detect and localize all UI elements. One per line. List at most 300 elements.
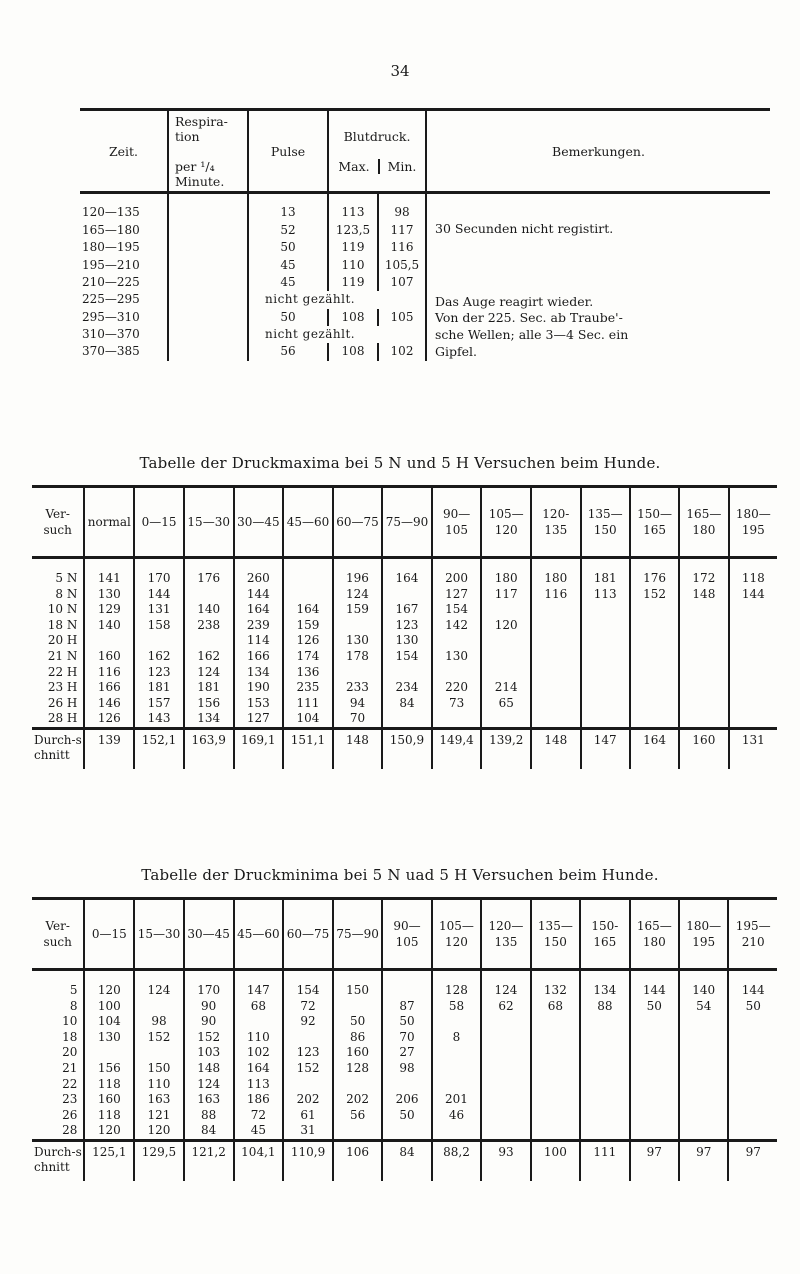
average-cell: 129,5 [134, 1140, 184, 1181]
header-cell: 45—60 [283, 487, 333, 558]
data-cell: 181 [581, 558, 630, 587]
page-number: 34 [390, 62, 410, 80]
min-cell: 107 [378, 274, 426, 291]
data-cell: 134 [580, 970, 630, 999]
row-label: 20 H [47, 633, 78, 648]
data-cell: 143 [134, 711, 184, 728]
data-cell: 201 [432, 1092, 482, 1108]
data-cell [432, 1123, 482, 1140]
data-cell: 190 [234, 680, 284, 696]
data-cell [283, 558, 333, 587]
header-cell: 60—75 [283, 899, 333, 970]
data-cell [679, 618, 728, 634]
row-label: 28 [62, 1123, 78, 1138]
data-cell: 124 [184, 665, 234, 681]
data-cell [729, 665, 777, 681]
data-cell: 134 [184, 711, 234, 728]
data-cell [333, 1123, 382, 1140]
data-cell: 142 [432, 618, 482, 634]
data-cell: 126 [84, 711, 134, 728]
header-cell: 180—195 [729, 487, 777, 558]
row-label: 18 N [47, 617, 78, 632]
data-cell [679, 633, 728, 649]
data-cell: 120 [84, 1123, 134, 1140]
table-row [32, 1014, 777, 1030]
data-cell: 103 [184, 1045, 234, 1061]
data-cell: 124 [481, 970, 530, 999]
col-respiration: Respira-tion per ¹/₄ Minute. [168, 110, 248, 193]
table-row [32, 1092, 777, 1108]
row-label: 8 [69, 998, 78, 1013]
pulse-cell: 56 [248, 343, 328, 360]
table2-caption: Tabelle der Druckmaxima bei 5 N und 5 H Versuchen beim Hunde. [139, 454, 661, 472]
data-cell [531, 1061, 580, 1077]
data-cell [531, 1014, 580, 1030]
data-cell: 180 [481, 558, 531, 587]
header-cell: 45—60 [234, 899, 284, 970]
average-cell: 131 [729, 728, 777, 769]
data-cell: 104 [283, 711, 333, 728]
remark-line: Das Auge reagirt wieder. [435, 293, 594, 309]
max-cell: 119 [328, 239, 378, 256]
data-cell: 170 [184, 970, 234, 999]
data-cell: 146 [84, 696, 134, 712]
table-row [32, 1045, 777, 1061]
data-cell [729, 680, 777, 696]
col-max: Max. [338, 158, 370, 174]
zeit-cell: 195—210 [82, 257, 140, 272]
data-cell: 214 [481, 680, 531, 696]
data-cell [580, 1045, 630, 1061]
header-cell: 15—30 [184, 487, 234, 558]
data-cell: 73 [432, 696, 482, 712]
row-label: 18 [62, 1029, 78, 1044]
row-label: 23 H [47, 680, 78, 695]
data-cell [481, 1014, 530, 1030]
data-cell [581, 696, 630, 712]
average-cell: 147 [581, 728, 630, 769]
header-cell: 165—180 [630, 899, 679, 970]
data-cell [134, 633, 184, 649]
data-cell: 118 [84, 1077, 134, 1093]
data-cell [679, 649, 728, 665]
data-cell: 160 [84, 649, 134, 665]
data-cell: 152 [184, 1030, 234, 1046]
col-blutdruck: Blutdruck. Max. Min. [328, 110, 426, 193]
data-cell [333, 665, 382, 681]
average-label: Durch-schnitt [32, 728, 84, 769]
data-cell: 167 [382, 602, 432, 618]
data-cell [531, 665, 580, 681]
data-cell [481, 665, 531, 681]
data-cell: 131 [134, 602, 184, 618]
data-cell [679, 680, 728, 696]
data-cell [581, 602, 630, 618]
data-cell: 121 [134, 1108, 184, 1124]
per-label: per ¹/₄ Minute. [175, 158, 225, 189]
data-cell: 160 [333, 1045, 382, 1061]
data-cell [729, 696, 777, 712]
data-cell [728, 1092, 777, 1108]
data-cell: 88 [184, 1108, 234, 1124]
average-cell: 121,2 [184, 1140, 234, 1181]
data-cell: 206 [382, 1092, 431, 1108]
row-label: 21 [62, 1060, 78, 1075]
average-cell: 152,1 [134, 728, 184, 769]
data-cell: 129 [84, 602, 134, 618]
table-row [32, 1077, 777, 1093]
data-cell: 150 [333, 970, 382, 999]
data-cell: 70 [333, 711, 382, 728]
data-cell [481, 1123, 530, 1140]
data-cell: 110 [134, 1077, 184, 1093]
row-label: 22 [62, 1076, 78, 1091]
data-cell: 202 [333, 1092, 382, 1108]
respiration-cell [168, 343, 248, 360]
data-cell [728, 1077, 777, 1093]
data-cell: 152 [630, 587, 679, 603]
zeit-cell: 180—195 [82, 240, 140, 255]
data-cell: 114 [234, 633, 284, 649]
data-cell [184, 633, 234, 649]
data-cell [729, 618, 777, 634]
data-cell: 130 [84, 587, 134, 603]
pulse-cell: 50 [248, 239, 328, 256]
data-cell: 239 [234, 618, 284, 634]
data-cell: 181 [184, 680, 234, 696]
respiration-cell [168, 274, 248, 291]
data-cell [630, 1092, 679, 1108]
header-cell: 60—75 [333, 487, 382, 558]
average-label: Durch-schnitt [32, 1140, 84, 1181]
remarks-cell [426, 193, 770, 361]
data-cell: 150 [134, 1061, 184, 1077]
data-cell [531, 1092, 580, 1108]
data-cell: 164 [382, 558, 432, 587]
min-cell: 105 [378, 309, 426, 326]
data-cell: 90 [184, 999, 234, 1015]
row-label: 22 H [47, 664, 78, 679]
data-cell: 148 [184, 1061, 234, 1077]
data-cell [581, 633, 630, 649]
respiration-cell [168, 291, 248, 308]
header-cell: 165—180 [679, 487, 728, 558]
average-cell: 148 [531, 728, 580, 769]
max-cell: 123,5 [328, 222, 378, 239]
data-cell [581, 680, 630, 696]
table-row [32, 680, 777, 696]
data-cell: 152 [283, 1061, 333, 1077]
data-cell: 111 [283, 696, 333, 712]
data-cell: 46 [432, 1108, 482, 1124]
zeit-cell: 120—135 [82, 205, 140, 219]
data-cell [481, 1108, 530, 1124]
data-cell [679, 696, 728, 712]
header-cell: 75—90 [382, 487, 432, 558]
header-cell: 105—120 [481, 487, 531, 558]
data-cell [679, 1061, 728, 1077]
data-cell [481, 633, 531, 649]
data-cell [580, 1061, 630, 1077]
table-row [32, 711, 777, 728]
average-cell: 104,1 [234, 1140, 284, 1181]
data-cell: 140 [84, 618, 134, 634]
data-cell: 92 [283, 1014, 333, 1030]
data-cell: 152 [134, 1030, 184, 1046]
data-cell: 164 [283, 602, 333, 618]
min-cell: 117 [378, 222, 426, 239]
max-cell: 108 [328, 343, 378, 360]
col-zeit: Zeit. [80, 110, 168, 193]
data-cell: 70 [382, 1030, 431, 1046]
data-cell: 124 [134, 970, 184, 999]
data-cell [382, 665, 432, 681]
table-row [32, 1108, 777, 1124]
data-cell: 144 [728, 970, 777, 999]
header-cell: 30—45 [234, 487, 284, 558]
data-cell [382, 970, 431, 999]
data-cell: 186 [234, 1092, 284, 1108]
data-cell [729, 711, 777, 728]
data-cell: 50 [382, 1014, 431, 1030]
table-row [32, 970, 777, 999]
data-cell: 163 [134, 1092, 184, 1108]
data-cell [630, 1030, 679, 1046]
pulse-cell: nicht gezählt. [248, 291, 426, 308]
data-cell: 123 [134, 665, 184, 681]
data-cell: 72 [283, 999, 333, 1015]
data-cell [382, 587, 432, 603]
remark-line: sche Wellen; alle 3—4 Sec. ein [435, 327, 629, 343]
min-cell: 116 [378, 239, 426, 256]
data-cell [84, 633, 134, 649]
data-cell: 113 [234, 1077, 284, 1093]
table-row [32, 618, 777, 634]
row-label: 26 H [47, 695, 78, 710]
table-row [32, 602, 777, 618]
data-cell: 140 [679, 970, 728, 999]
data-cell [531, 649, 580, 665]
data-cell: 144 [234, 587, 284, 603]
remark-line: Von der 225. Sec. ab Traube'- [435, 310, 623, 326]
average-cell: 151,1 [283, 728, 333, 769]
header-cell: 135—150 [531, 899, 580, 970]
data-cell [234, 1014, 284, 1030]
data-cell: 260 [234, 558, 284, 587]
header-cell: Ver-such [32, 899, 84, 970]
data-cell: 116 [531, 587, 580, 603]
data-cell: 180 [531, 558, 580, 587]
data-cell: 162 [134, 649, 184, 665]
remark-line: Gipfel. [435, 343, 477, 359]
data-cell [481, 602, 531, 618]
data-cell [679, 1092, 728, 1108]
data-cell [580, 1123, 630, 1140]
data-cell: 164 [234, 602, 284, 618]
row-label: 5 N [55, 571, 78, 585]
data-cell [432, 665, 482, 681]
col-bemerkungen: Bemerkungen. [426, 110, 770, 193]
data-cell: 45 [234, 1123, 284, 1140]
data-cell: 202 [283, 1092, 333, 1108]
data-cell: 120 [84, 970, 134, 999]
data-cell: 134 [234, 665, 284, 681]
table-row [32, 587, 777, 603]
data-cell [729, 649, 777, 665]
header-cell: normal [84, 487, 134, 558]
data-cell [728, 1014, 777, 1030]
data-cell [729, 602, 777, 618]
data-cell [728, 1108, 777, 1124]
row-label: 10 [62, 1014, 78, 1029]
data-cell: 166 [234, 649, 284, 665]
table-row [32, 1123, 777, 1140]
row-label: 28 H [47, 711, 78, 726]
average-row [32, 1140, 777, 1181]
data-cell [630, 1045, 679, 1061]
header-cell: 105—120 [432, 899, 482, 970]
data-cell: 126 [283, 633, 333, 649]
data-cell [679, 1077, 728, 1093]
data-cell [581, 711, 630, 728]
header-cell: Ver-such [32, 487, 84, 558]
data-cell [630, 711, 679, 728]
data-cell [630, 633, 679, 649]
average-cell: 149,4 [432, 728, 482, 769]
data-cell: 130 [382, 633, 432, 649]
table-row [32, 1030, 777, 1046]
data-cell [481, 1061, 530, 1077]
zeit-cell: 210—225 [82, 274, 140, 289]
header-cell: 0—15 [134, 487, 184, 558]
pulse-cell: 45 [248, 274, 328, 291]
data-cell: 130 [432, 649, 482, 665]
data-cell [580, 1030, 630, 1046]
data-cell: 128 [333, 1061, 382, 1077]
data-cell: 127 [234, 711, 284, 728]
data-cell [679, 1123, 728, 1140]
average-cell: 163,9 [184, 728, 234, 769]
data-cell [679, 1030, 728, 1046]
data-cell: 50 [333, 1014, 382, 1030]
data-cell: 50 [728, 999, 777, 1015]
data-cell [432, 1014, 482, 1030]
data-cell [630, 680, 679, 696]
data-cell: 140 [184, 602, 234, 618]
data-cell: 164 [234, 1061, 284, 1077]
header-cell: 0—15 [84, 899, 134, 970]
data-cell: 238 [184, 618, 234, 634]
data-cell [184, 587, 234, 603]
data-cell [630, 1123, 679, 1140]
data-cell: 153 [234, 696, 284, 712]
data-cell: 116 [84, 665, 134, 681]
data-cell: 157 [134, 696, 184, 712]
data-cell: 8 [432, 1030, 482, 1046]
data-cell [531, 618, 580, 634]
data-cell: 163 [184, 1092, 234, 1108]
data-cell [134, 1045, 184, 1061]
average-cell: 88,2 [432, 1140, 482, 1181]
data-cell: 235 [283, 680, 333, 696]
data-cell: 148 [679, 587, 728, 603]
data-cell [728, 1045, 777, 1061]
data-cell [333, 999, 382, 1015]
row-label: 10 N [47, 602, 78, 617]
respiration-cell [168, 326, 248, 343]
table-row [32, 1061, 777, 1077]
druckminima-table [32, 897, 777, 1181]
data-cell [432, 1045, 482, 1061]
data-cell [531, 680, 580, 696]
header-cell: 120—135 [481, 899, 530, 970]
average-cell: 164 [630, 728, 679, 769]
average-cell: 111 [580, 1140, 630, 1181]
average-cell: 110,9 [283, 1140, 333, 1181]
data-cell [283, 587, 333, 603]
data-cell: 123 [382, 618, 432, 634]
data-cell: 65 [481, 696, 531, 712]
max-cell: 110 [328, 257, 378, 274]
data-cell: 156 [184, 696, 234, 712]
data-cell: 84 [382, 696, 432, 712]
pulse-cell: 52 [248, 222, 328, 239]
data-cell: 84 [184, 1123, 234, 1140]
data-cell: 166 [84, 680, 134, 696]
data-cell [84, 1045, 134, 1061]
zeit-cell: 225—295 [82, 292, 140, 307]
data-cell [531, 711, 580, 728]
col-min: Min. [378, 159, 424, 174]
data-cell [679, 602, 728, 618]
data-cell [432, 711, 482, 728]
data-cell: 144 [630, 970, 679, 999]
data-cell [630, 1014, 679, 1030]
data-cell: 54 [679, 999, 728, 1015]
table-row [32, 649, 777, 665]
data-cell [481, 1030, 530, 1046]
data-cell: 118 [729, 558, 777, 587]
data-cell: 144 [134, 587, 184, 603]
data-cell: 159 [333, 602, 382, 618]
average-cell: 93 [481, 1140, 530, 1181]
data-cell: 120 [134, 1123, 184, 1140]
data-cell: 234 [382, 680, 432, 696]
zeit-cell: 370—385 [82, 344, 140, 359]
data-cell: 154 [382, 649, 432, 665]
data-cell [728, 1123, 777, 1140]
data-cell [531, 633, 580, 649]
data-cell [630, 1077, 679, 1093]
data-cell [531, 696, 580, 712]
data-cell: 104 [84, 1014, 134, 1030]
data-cell: 130 [84, 1030, 134, 1046]
data-cell [580, 1108, 630, 1124]
data-cell: 118 [84, 1108, 134, 1124]
data-cell [580, 1077, 630, 1093]
data-cell [531, 602, 580, 618]
data-cell: 27 [382, 1045, 431, 1061]
zeit-cell: 310—370 [82, 327, 140, 342]
data-cell: 98 [382, 1061, 431, 1077]
average-cell: 150,9 [382, 728, 432, 769]
header-cell: 30—45 [184, 899, 234, 970]
data-cell: 144 [729, 587, 777, 603]
data-cell: 154 [432, 602, 482, 618]
average-cell: 139 [84, 728, 134, 769]
min-cell: 98 [378, 193, 426, 222]
max-cell: 113 [328, 193, 378, 222]
